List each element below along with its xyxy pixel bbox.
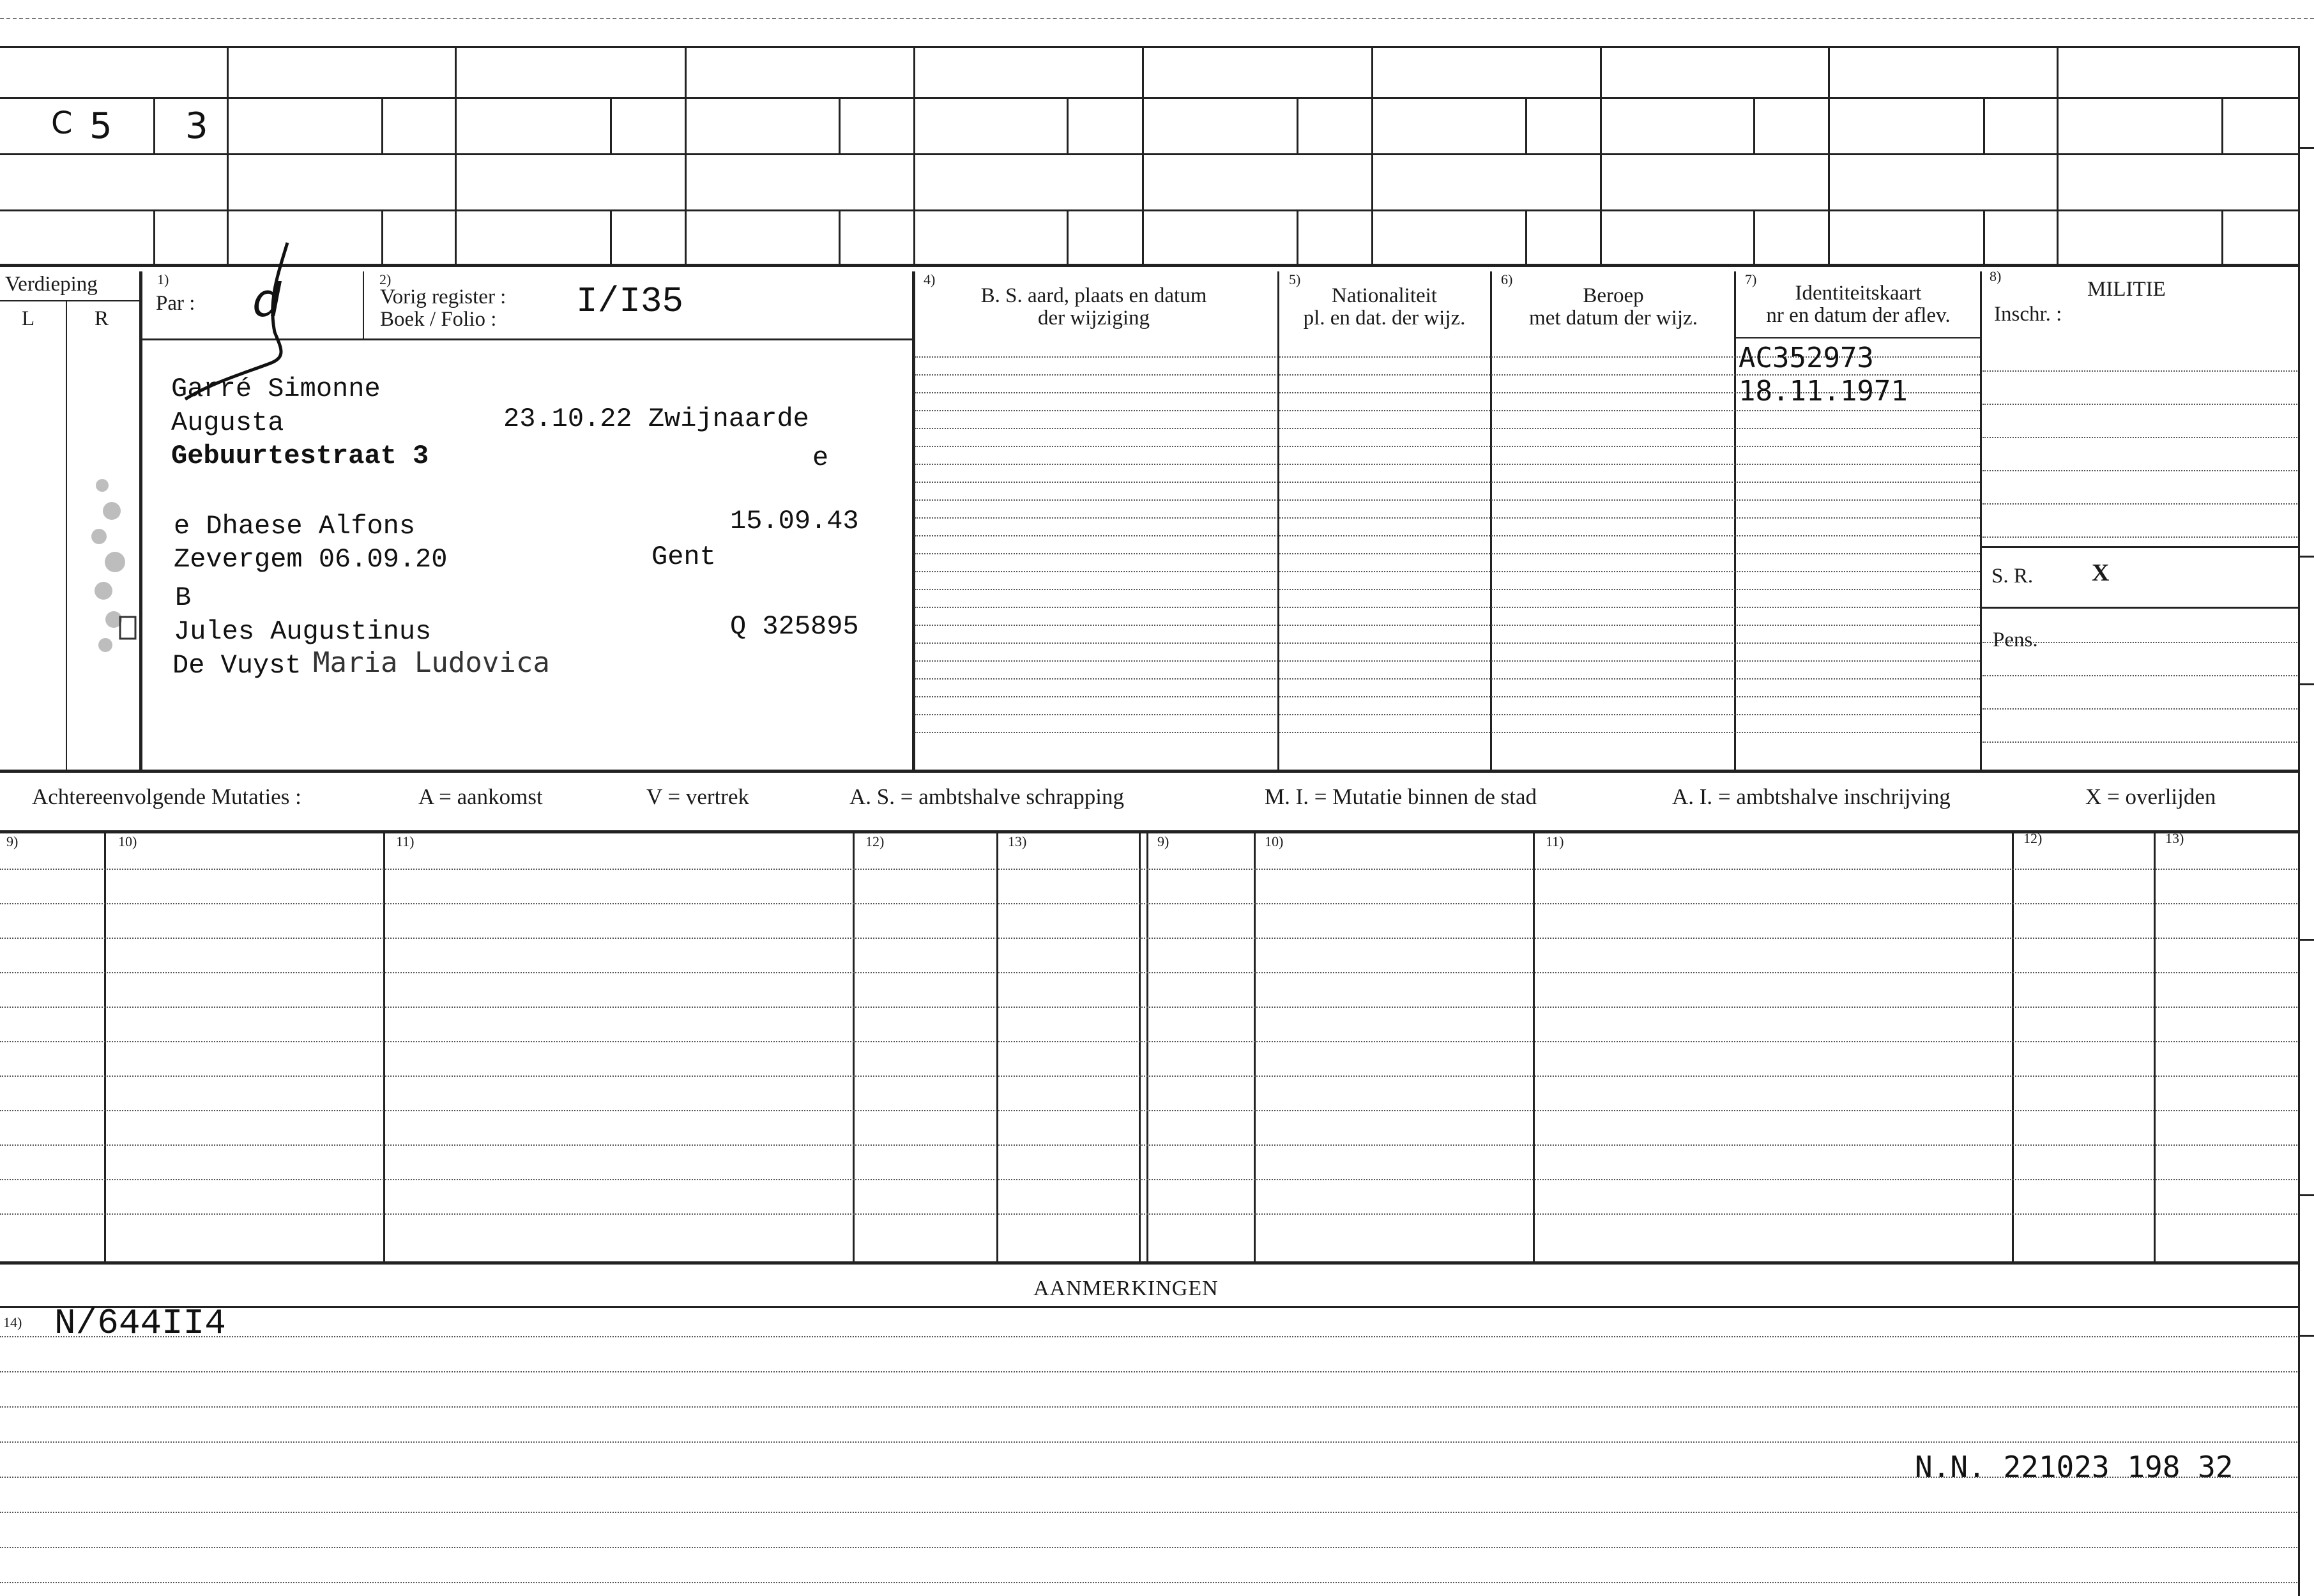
person-street: Gebuurtestraat 3: [171, 441, 429, 471]
mark-e: e: [812, 443, 829, 473]
code-letter: C: [51, 105, 73, 141]
rule-line: [0, 1406, 2299, 1408]
sr-value: X: [2092, 559, 2110, 586]
col7-num: 7): [1745, 271, 1757, 287]
mut-col-12-left: 12): [865, 833, 885, 849]
inschr-label: Inschr. :: [1994, 303, 2062, 326]
boek-folio-label: Boek / Folio :: [380, 308, 497, 331]
mother-prefix: De Vuyst: [172, 650, 301, 681]
rule-line: [1983, 536, 2299, 538]
sr-label: S. R.: [1991, 565, 2034, 588]
col6-line2: met datum der wijz.: [1529, 307, 1698, 330]
col8-num: 8): [1990, 268, 2002, 284]
rule-line: [0, 1547, 2299, 1548]
col6-line1: Beroep: [1583, 284, 1644, 307]
r-label: R: [95, 307, 109, 330]
col4-line2: der wijziging: [1037, 307, 1150, 330]
rule-line: [0, 1477, 2299, 1478]
rule-line: [0, 1441, 2299, 1443]
marriage-date: 15.09.43: [730, 506, 859, 536]
rule-line: [915, 428, 1980, 429]
national-number: N.N. 221023 198 32: [1915, 1450, 2234, 1484]
col5-line2: pl. en dat. der wijz.: [1303, 307, 1466, 330]
rule-line: [0, 1371, 2299, 1372]
col4-num: 4): [924, 271, 936, 287]
legend-v: V = vertrek: [646, 784, 749, 809]
rule-line: [915, 625, 1980, 626]
person-given: Augusta: [171, 407, 284, 438]
rule-line: [915, 589, 1980, 590]
mut-col-9-left: 9): [6, 833, 19, 849]
letter-b: B: [175, 582, 192, 613]
col6-num: 6): [1501, 271, 1513, 287]
l-label: L: [22, 307, 35, 330]
mut-col-11-right: 11): [1546, 833, 1564, 849]
legend-x: X = overlijden: [2085, 784, 2216, 809]
rule-line: [915, 678, 1980, 680]
verdieping-label: Verdieping: [5, 273, 98, 296]
legend-mi: M. I. = Mutatie binnen de stad: [1265, 784, 1537, 809]
spouse-city: Gent: [651, 542, 716, 572]
rule-line: [0, 1110, 2299, 1111]
mut-col-12-right: 12): [2023, 830, 2043, 846]
father-name: Jules Augustinus: [174, 616, 432, 647]
rule-line: [0, 1512, 2299, 1513]
rule-line: [915, 642, 1980, 644]
rule-line: [1983, 470, 2299, 471]
rule-line: [0, 1336, 2299, 1337]
person-birth: 23.10.22 Zwijnaarde: [503, 404, 809, 434]
remarks-value: N/644II4: [54, 1303, 226, 1344]
person-code: Q 325895: [730, 611, 859, 642]
rule-line: [915, 464, 1980, 465]
par-label: Par :: [156, 292, 195, 315]
spouse-name: e Dhaese Alfons: [174, 511, 416, 542]
rule-line: [915, 410, 1980, 411]
rule-line: [0, 903, 2299, 904]
rule-line: [915, 553, 1980, 554]
rule-line: [0, 1007, 2299, 1008]
identity-date: 18.11.1971: [1739, 375, 1908, 407]
rule-line: [1983, 370, 2299, 372]
rule-line: [1983, 404, 2299, 405]
rule-line: [1983, 503, 2299, 505]
rule-line: [915, 535, 1980, 536]
mut-col-9-right: 9): [1157, 833, 1169, 849]
rule-line: [0, 1075, 2299, 1077]
mut-col-10-left: 10): [118, 833, 137, 849]
col5-line1: Nationaliteit: [1332, 284, 1437, 307]
legend-a: A = aankomst: [418, 784, 543, 809]
rule-line: [915, 696, 1980, 697]
rule-line: [0, 1582, 2299, 1583]
spouse-birth: Zevergem 06.09.20: [174, 544, 448, 575]
rule-line: [915, 499, 1980, 501]
rule-line: [915, 660, 1980, 662]
rule-line: [915, 732, 1980, 733]
par-signature: d: [252, 273, 282, 327]
rule-line: [1983, 675, 2299, 676]
rule-line: [0, 1144, 2299, 1146]
ink-smudge: [77, 466, 141, 677]
rule-line: [1983, 437, 2299, 438]
mother-rest: Maria Ludovica: [313, 646, 550, 679]
mut-col-11-left: 11): [396, 833, 415, 849]
legend-as: A. S. = ambtshalve schrapping: [849, 784, 1124, 809]
rule-line: [0, 1213, 2299, 1215]
mut-col-10-right: 10): [1265, 833, 1284, 849]
remarks-title: AANMERKINGEN: [1033, 1277, 1219, 1300]
rule-line: [1983, 741, 2299, 743]
col2-num: 2): [379, 271, 392, 287]
col5-num: 5): [1289, 271, 1301, 287]
rule-line: [0, 1179, 2299, 1180]
code-sub: 3: [185, 105, 208, 147]
vorig-register-label: Vorig register :: [380, 285, 506, 308]
mut-col-13-right: 13): [2165, 830, 2184, 846]
rule-line: [915, 607, 1980, 608]
person-name: Garré Simonne: [171, 374, 381, 404]
col4-line1: B. S. aard, plaats en datum: [980, 284, 1207, 307]
rule-line: [0, 938, 2299, 939]
identity-card: AC352973: [1739, 342, 1874, 374]
legend-title: Achtereenvolgende Mutaties :: [32, 784, 301, 809]
mut-col-13-left: 13): [1008, 833, 1027, 849]
col7-line2: nr en datum der aflev.: [1766, 304, 1951, 327]
remarks-num: 14): [3, 1314, 22, 1330]
rule-line: [915, 571, 1980, 572]
code-number: 5: [89, 105, 112, 147]
rule-line: [915, 517, 1980, 519]
rule-line: [915, 482, 1980, 483]
rule-line: [0, 972, 2299, 973]
militie-title: MILITIE: [2087, 278, 2166, 301]
col1-num: 1): [157, 271, 169, 287]
rule-line: [915, 446, 1980, 447]
vorig-register-value: I/I35: [576, 281, 684, 322]
rule-line: [1983, 708, 2299, 710]
rule-line: [0, 1041, 2299, 1042]
rule-line: [915, 714, 1980, 715]
pens-label: Pens.: [1993, 628, 2038, 651]
col7-line1: Identiteitskaart: [1795, 282, 1922, 305]
rule-line: [0, 869, 2299, 870]
legend-ai: A. I. = ambtshalve inschrijving: [1672, 784, 1951, 809]
